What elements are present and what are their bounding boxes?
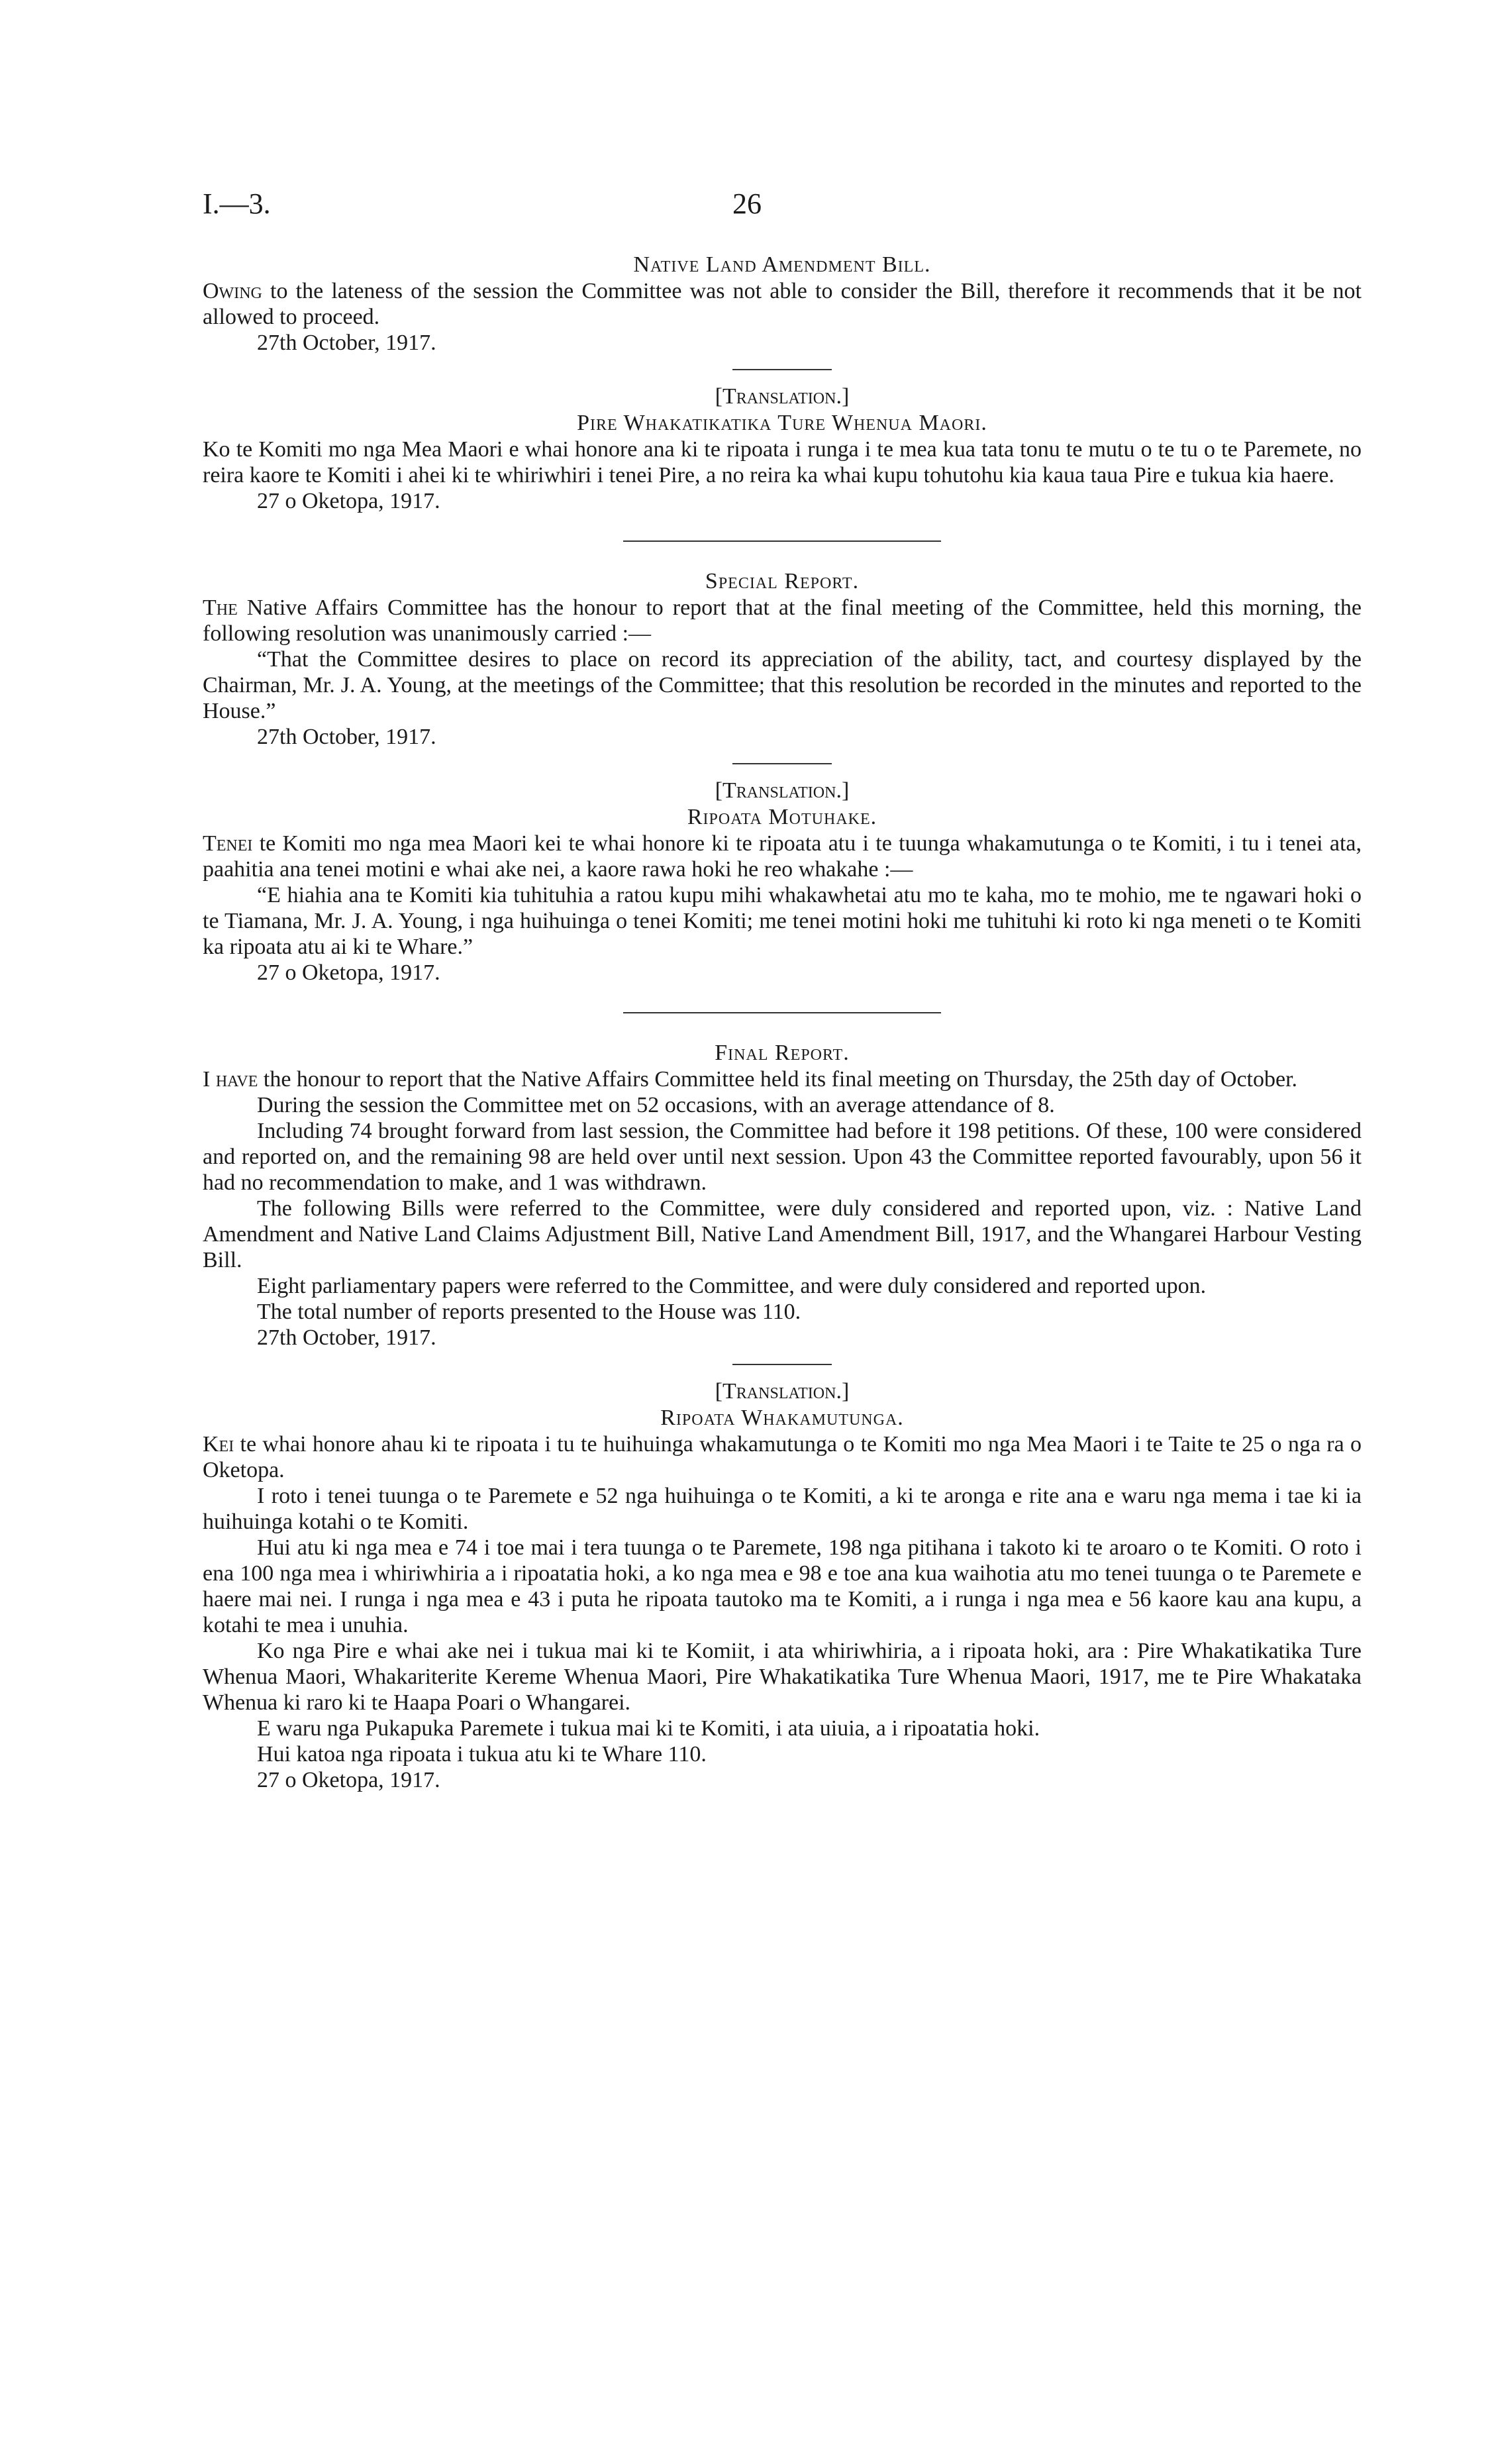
date-line: 27th October, 1917. — [257, 725, 436, 749]
page-header — [0, 187, 1494, 227]
paragraph: Including 74 brought forward from last session, the Committee had before it 198 petitions. Of these, 100 were considered and reported on, and the remaining 98 are held over until next session. Upon 43 the Committee reported favourably, upon 56 it had no recommendation to make, and 1 was withdrawn. — [203, 1119, 1362, 1195]
section-heading: Final Report. — [715, 1041, 850, 1065]
lead-word: Kei — [203, 1432, 234, 1457]
paragraph: Ko nga Pire e whai ake nei i tukua mai ki te Komiit, i ata whiriwhiria, a i ripoata hoki, ara : Pire Whakatikatika Ture Whenua Maori, Whakariterite Kereme Whenua Maori, Pire Whakatikatika Ture Whenua Maori, 1917, me te Pire Whakataka Whenua ki raro ki te Haapa Poari o Whangarei. — [203, 1639, 1362, 1715]
document-reference: I.—3. — [203, 187, 271, 220]
paragraph — [203, 278, 1362, 330]
section-translation-pire — [203, 384, 1362, 514]
paragraph-text: the honour to report that the Native Affairs Committee held its final meeting on Thursday, the 25th day of October. — [258, 1067, 1298, 1092]
section-heading: Pire Whakatikatika Ture Whenua Maori. — [577, 411, 987, 435]
date-line: 27th October, 1917. — [257, 1325, 436, 1350]
divider — [732, 763, 832, 764]
paragraph — [203, 831, 1362, 882]
lead-word: Tenei — [203, 831, 253, 856]
lead-word: The — [203, 595, 238, 620]
date-line: 27 o Oketopa, 1917. — [257, 1768, 440, 1792]
paragraph — [203, 1431, 1362, 1483]
paragraph: Hui katoa nga ripoata i tukua atu ki te Whare 110. — [257, 1742, 707, 1767]
paragraph-text: Native Affairs Committee has the honour to report that at the final meeting of the Committee, held this morning, the following resolution was unanimously carried :— — [203, 595, 1362, 646]
section-translation-ripoata-motuhake — [203, 778, 1362, 986]
resolution-quote: “That the Committee desires to place on record its appreciation of the ability, tact, and courtesy displayed by the Chairman, Mr. J. A. Young, at the meetings of the Committee; that this resolution be recorded in the minutes and reported to the House.” — [203, 647, 1362, 723]
section-heading: Ripoata Whakamutunga. — [660, 1406, 904, 1430]
section-divider — [623, 540, 941, 542]
date-line: 27th October, 1917. — [257, 331, 436, 355]
paragraph: The total number of reports presented to the House was 110. — [257, 1300, 801, 1324]
translation-label: [Translation.] — [715, 384, 850, 409]
paragraph: E waru nga Pukapuka Paremete i tukua mai ki te Komiti, i ata uiuia, a i ripoatatia hoki. — [257, 1716, 1040, 1741]
lead-word: Owing — [203, 279, 262, 303]
translation-label: [Translation.] — [715, 1379, 850, 1404]
section-native-land-amendment-bill — [203, 252, 1362, 356]
date-line: 27 o Oketopa, 1917. — [257, 960, 440, 985]
section-divider — [623, 1012, 941, 1013]
paragraph: I roto i tenei tuunga o te Paremete e 52 nga huihuinga o te Komiti, a ki te aronga e rite ana e waru nga mema i tae ki ia huihuinga kotahi o te Komiti. — [203, 1484, 1362, 1534]
page-number: 26 — [732, 187, 762, 220]
section-heading: Special Report. — [705, 569, 860, 593]
section-special-report — [203, 568, 1362, 750]
divider — [732, 1364, 832, 1365]
divider — [732, 369, 832, 370]
section-heading: Ripoata Motuhake. — [687, 805, 877, 829]
translation-label: [Translation.] — [715, 778, 850, 803]
paragraph: Ko te Komiti mo nga Mea Maori e whai honore ana ki te ripoata i runga i te mea kua tata tonu te mutu o te tu o te Paremete, no reira kaore te Komiti i ahei ki te whiriwhiri i tenei Pire, a no reira ka whai kupu tohutohu kia kaua taua Pire e tukua kia haere. — [203, 437, 1362, 488]
date-line: 27 o Oketopa, 1917. — [257, 489, 440, 513]
paragraph: The following Bills were referred to the Committee, were duly considered and reported upon, viz. : Native Land Amendment and Native Land Claims Adjustment Bill, Native Land Amendment Bill, 1917, and the Whangarei Harbour Vesting Bill. — [203, 1196, 1362, 1272]
resolution-quote: “E hiahia ana te Komiti kia tuhituhia a ratou kupu mihi whakawhetai atu mo te kaha, mo te mohio, me te ngawari hoki o te Tiamana, Mr. J. A. Young, i nga huihuinga o tenei Komiti; me tenei motini hoki me tuhituhi ki roto ki nga meneti o te Komiti ka ripoata atu ai ki te Whare.” — [203, 883, 1362, 959]
paragraph-text: te whai honore ahau ki te ripoata i tu te huihuinga whakamutunga o te Komiti mo nga Mea Maori i te Taite te 25 o nga ra o Oketopa. — [203, 1432, 1362, 1482]
section-heading: Native Land Amendment Bill. — [633, 252, 931, 277]
section-final-report — [203, 1040, 1362, 1351]
document-body — [203, 252, 1362, 1793]
paragraph-text: to the lateness of the session the Committee was not able to consider the Bill, therefore it recommends that it be not allowed to proceed. — [203, 279, 1362, 329]
section-translation-ripoata-whakamutunga — [203, 1378, 1362, 1793]
paragraph: During the session the Committee met on 52 occasions, with an average attendance of 8. — [257, 1093, 1055, 1117]
paragraph — [203, 595, 1362, 646]
paragraph: Eight parliamentary papers were referred to the Committee, and were duly considered and reported upon. — [257, 1274, 1207, 1298]
paragraph-text: te Komiti mo nga mea Maori kei te whai honore ki te ripoata atu i te tuunga whakamutunga o te Komiti, i tu i tenei ata, paahitia ana tenei motini e whai ake nei, a kaore rawa hoki he reo whakahe :— — [203, 831, 1362, 882]
paragraph: Hui atu ki nga mea e 74 i toe mai i tera tuunga o te Paremete, 198 nga pitihana i takoto ki te aroaro o te Komiti. O roto i ena 100 nga mea i whiriwhiria a i ripoatatia hoki, a ko nga mea e 98 e toe ana kua waihotia atu mo tenei tuunga o te Paremete e haere mai nei. I runga i nga mea e 43 i puta he ripoata tautoko ma te Komiti, a i runga i nga mea e 56 kaore kau ana kupu, a kotahi te mea i unuhia. — [203, 1535, 1362, 1637]
lead-word: I have — [203, 1067, 258, 1092]
paragraph — [203, 1066, 1362, 1092]
